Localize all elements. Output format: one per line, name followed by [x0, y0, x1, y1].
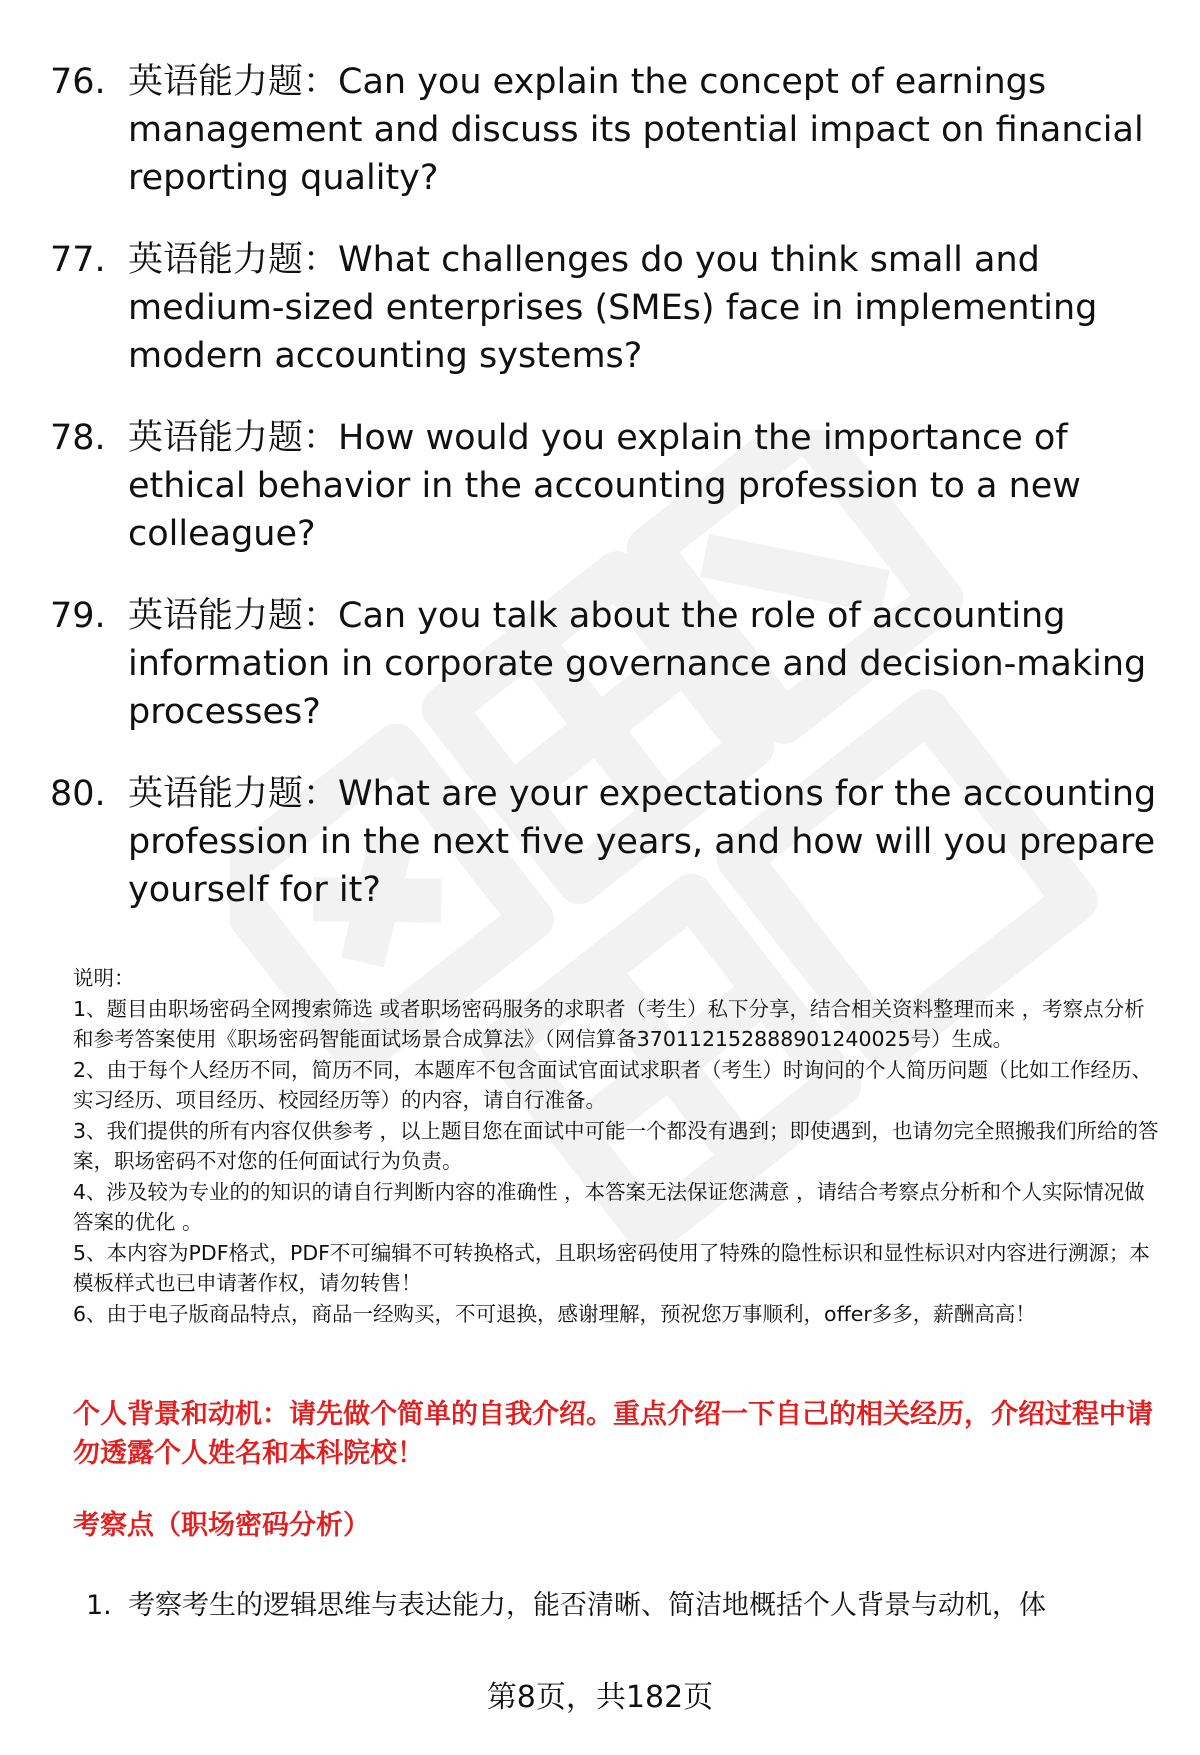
- question-item: [50, 770, 1160, 914]
- question-label: 英语能力题：: [128, 240, 339, 280]
- question-text: How would you explain the importance of ethical behavior in the accounting profession to a new colleague?: [128, 418, 1081, 554]
- question-number: 77.: [50, 240, 106, 280]
- question-list: [50, 58, 1160, 948]
- question-label: 英语能力题：: [128, 418, 339, 458]
- question-text-block: [128, 770, 1160, 914]
- question-text: Can you explain the concept of earnings management and discuss its potential impact on financial reporting quality?: [128, 62, 1144, 198]
- notes-title: 说明：: [73, 966, 135, 990]
- question-text-block: [128, 414, 1160, 558]
- note-item: 1、题目由职场密码全网搜索筛选 或者职场密码服务的求职者（考生）私下分享，结合相关资料整理而来 ，考察点分析和参考答案使用《职场密码智能面试场景合成算法》（网信算备370112152888901240025号）生成。: [73, 996, 1145, 1051]
- analysis-points: [86, 1586, 1156, 1626]
- question-label: 英语能力题：: [128, 774, 339, 814]
- question-text-block: [128, 592, 1160, 736]
- question-text-block: [128, 58, 1160, 202]
- question-text: Can you talk about the role of accounting information in corporate governance and decision-making processes?: [128, 596, 1147, 732]
- question-text: What are your expectations for the accounting profession in the next five years, and how will you prepare yourself for it?: [128, 774, 1157, 910]
- note-item: 2、由于每个人经历不同，简历不同，本题库不包含面试官面试求职者（考生）时询问的个人简历问题（比如工作经历、实习经历、项目经历、校园经历等）的内容，请自行准备。: [73, 1057, 1153, 1112]
- question-label: 英语能力题：: [128, 596, 339, 636]
- question-item: [50, 592, 1160, 736]
- note-item: 3、我们提供的所有内容仅供参考 ，以上题目您在面试中可能一个都没有遇到；即使遇到，也请勿完全照搬我们所给的答案，职场密码不对您的任何面试行为负责。: [73, 1118, 1159, 1173]
- analysis-point: [86, 1586, 1156, 1626]
- question-number: 78.: [50, 418, 106, 458]
- question-item: [50, 236, 1160, 380]
- point-text: 考察考生的逻辑思维与表达能力，能否清晰、简洁地概括个人背景与动机，体: [128, 1590, 1046, 1621]
- page-footer: 第8页，共182页: [486, 1680, 714, 1715]
- note-item: 4、涉及较为专业的的知识的请自行判断内容的准确性 ，本答案无法保证您满意 ，请结合考察点分析和个人实际情况做答案的优化 。: [73, 1179, 1145, 1234]
- question-text: What challenges do you think small and medium-sized enterprises (SMEs) face in implementing modern accounting systems?: [128, 240, 1098, 376]
- question-number: 76.: [50, 62, 106, 102]
- note-item: 6、由于电子版商品特点，商品一经购买，不可退换，感谢理解，预祝您万事顺利，offer多多，薪酬高高！: [73, 1301, 1036, 1326]
- question-text-block: [128, 236, 1160, 380]
- question-number: 80.: [50, 774, 106, 814]
- point-number: 1.: [86, 1590, 112, 1621]
- section-heading: 个人背景和动机：请先做个简单的自我介绍。重点介绍一下自己的相关经历，介绍过程中请勿透露个人姓名和本科院校！: [73, 1399, 1153, 1469]
- note-item: 5、本内容为PDF格式，PDF不可编辑不可转换格式，且职场密码使用了特殊的隐性标识和显性标识对内容进行溯源；本模板样式也已申请著作权，请勿转售！: [73, 1240, 1150, 1295]
- analysis-heading: 考察点（职场密码分析）: [73, 1510, 370, 1541]
- question-item: [50, 58, 1160, 202]
- question-item: [50, 414, 1160, 558]
- disclaimer-notes: [73, 963, 1163, 1329]
- question-label: 英语能力题：: [128, 62, 339, 102]
- question-number: 79.: [50, 596, 106, 636]
